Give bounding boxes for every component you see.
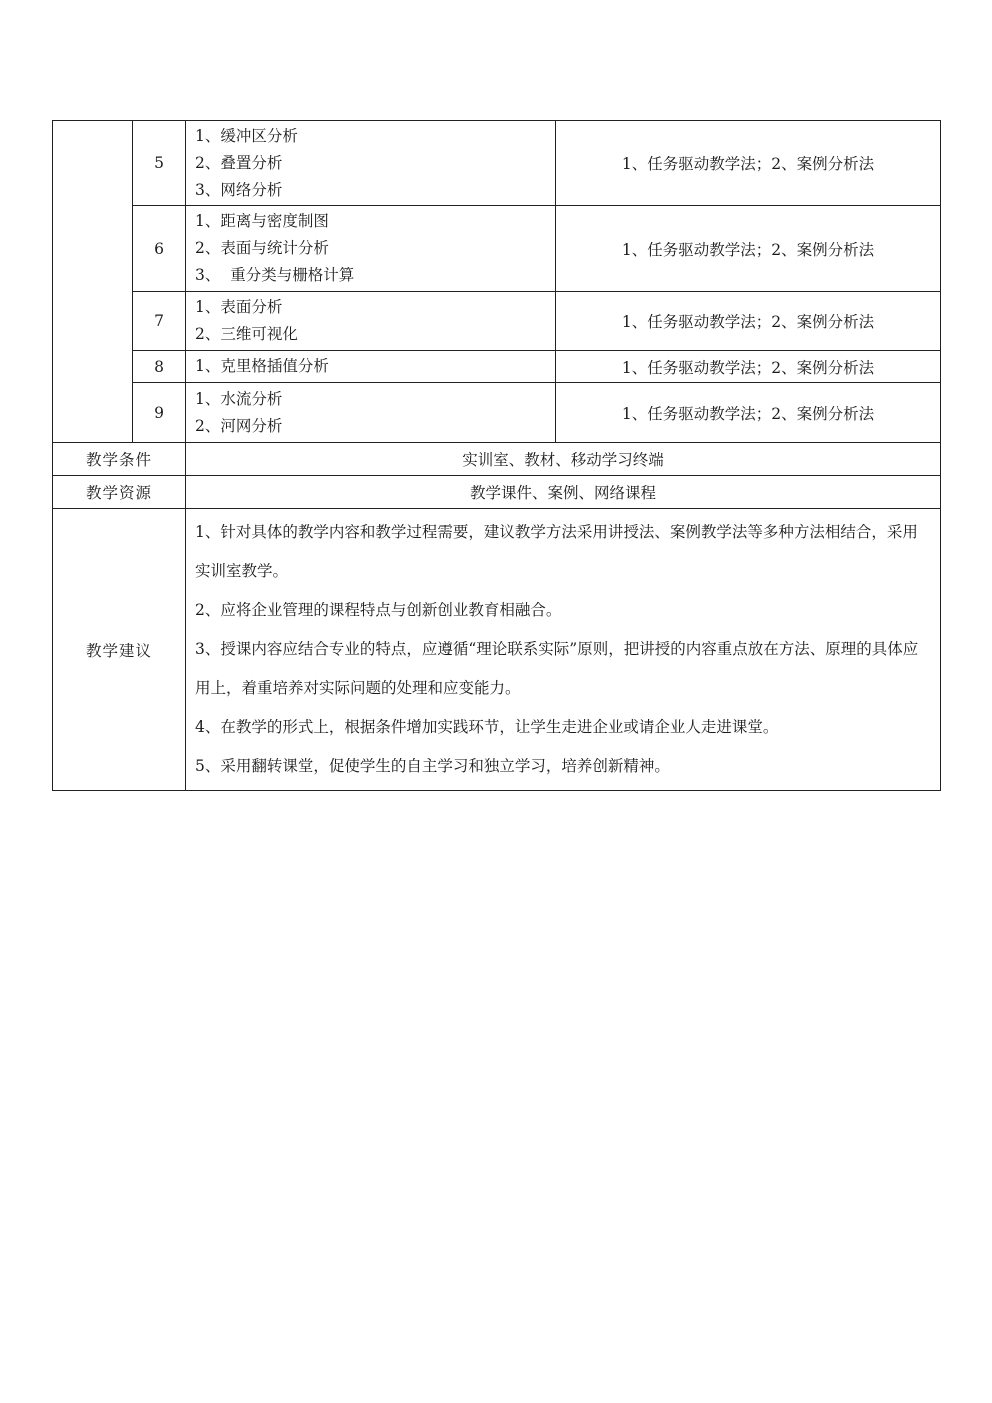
conditions-value: 实训室、教材、移动学习终端 xyxy=(186,443,941,476)
content-item: 1、距离与密度制图 xyxy=(195,212,329,230)
schedule-row xyxy=(53,292,941,351)
row-number: 5 xyxy=(133,121,186,206)
teaching-method: 1、任务驱动教学法；2、案例分析法 xyxy=(556,351,941,383)
content-items xyxy=(186,383,556,443)
schedule-row xyxy=(53,121,941,206)
row-number: 7 xyxy=(133,292,186,351)
conditions-label: 教学条件 xyxy=(53,443,186,476)
teaching-method: 1、任务驱动教学法；2、案例分析法 xyxy=(556,292,941,351)
conditions-row xyxy=(53,443,941,476)
schedule-row xyxy=(53,383,941,443)
advice-paragraph: 2、应将企业管理的课程特点与创新创业教育相融合。 xyxy=(195,601,562,619)
content-item: 2、叠置分析 xyxy=(195,153,283,172)
row-number: 6 xyxy=(133,206,186,292)
content-items xyxy=(186,351,556,383)
content-item: 1、表面分析 xyxy=(195,298,283,316)
content-items xyxy=(186,292,556,351)
advice-content xyxy=(186,509,941,791)
merged-blank-cell xyxy=(53,121,133,443)
advice-paragraph: 5、采用翻转课堂，促使学生的自主学习和独立学习，培养创新精神。 xyxy=(195,757,670,775)
teaching-plan-table xyxy=(52,120,941,791)
content-item: 2、三维可视化 xyxy=(195,325,298,343)
advice-paragraph: 3、授课内容应结合专业的特点，应遵循“理论联系实际”原则，把讲授的内容重点放在方法、原理的具体应用上，着重培养对实际问题的处理和应变能力。 xyxy=(195,640,919,697)
resources-label: 教学资源 xyxy=(53,476,186,509)
teaching-method: 1、任务驱动教学法；2、案例分析法 xyxy=(556,206,941,292)
content-items xyxy=(186,121,556,206)
resources-row xyxy=(53,476,941,509)
row-number: 9 xyxy=(133,383,186,443)
content-item: 3、 重分类与栅格计算 xyxy=(195,266,355,284)
content-item: 3、网络分析 xyxy=(195,180,283,199)
content-item: 1、克里格插值分析 xyxy=(195,357,329,375)
advice-paragraph: 1、针对具体的教学内容和教学过程需要，建议教学方法采用讲授法、案例教学法等多种方法相结合，采用实训室教学。 xyxy=(195,523,918,580)
content-item: 2、河网分析 xyxy=(195,416,283,435)
schedule-row xyxy=(53,206,941,292)
row-number: 8 xyxy=(133,351,186,383)
content-item: 2、表面与统计分析 xyxy=(195,239,329,257)
teaching-method: 1、任务驱动教学法；2、案例分析法 xyxy=(556,121,941,206)
schedule-row xyxy=(53,351,941,383)
content-item: 1、水流分析 xyxy=(195,389,283,408)
advice-row xyxy=(53,509,941,791)
advice-paragraph: 4、在教学的形式上，根据条件增加实践环节，让学生走进企业或请企业人走进课堂。 xyxy=(195,718,779,736)
content-item: 1、缓冲区分析 xyxy=(195,126,298,145)
advice-label: 教学建议 xyxy=(53,509,186,791)
resources-value: 教学课件、案例、网络课程 xyxy=(186,476,941,509)
teaching-method: 1、任务驱动教学法；2、案例分析法 xyxy=(556,383,941,443)
content-items xyxy=(186,206,556,292)
